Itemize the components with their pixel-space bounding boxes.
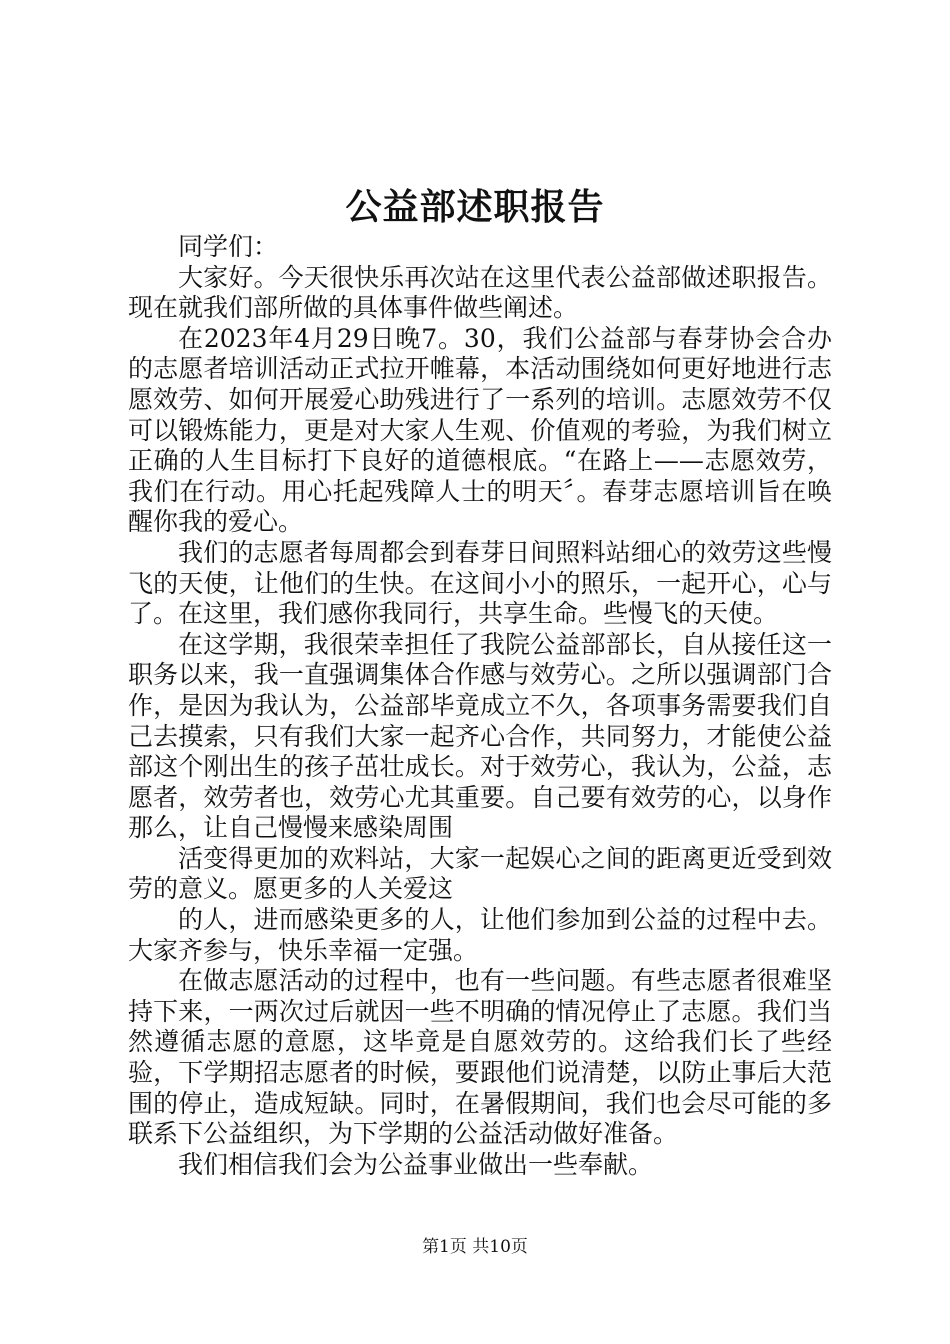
paragraph-closing: 我们相信我们会为公益事业做出一些奉献。 — [178, 1149, 654, 1179]
page-number-footer: 第1页 共10页 — [422, 1237, 528, 1257]
paragraph-greeting: 大家好。今天很快乐再次站在这里代表公益部做述职报告。现在就我们部所做的具体事件做些阐述。 — [128, 262, 832, 323]
paragraph-problems: 在做志愿活动的过程中，也有一些问题。有些志愿者很难坚持下来，一两次过后就因一些不明确的情况停止了志愿。我们当然遵循志愿的意愿，这毕竟是自愿效劳的。这给我们长了些经验，下学期招志愿者的时候，要跟他们说清楚，以防止事后大范围的停止，造成短缺。同时，在暑假期间，我们也会尽可能的多联系下公益组织，为下学期的公益活动做好准备。 — [128, 966, 832, 1149]
paragraph-salutation: 同学们： — [178, 232, 279, 261]
paragraph-training-event: 在2023年4月29日晚7。30，我们公益部与春芽协会合办的志愿者培训活动正式拉开帷幕，本活动围绕如何更好地进行志愿效劳、如何开展爱心助残进行了一系列的培训。志愿效劳不仅可以锻炼能力，更是对大家人生观、价值观的考验，为我们树立正确的人生目标打下良好的道德根底。“在路上——志愿效劳，我们在行动。用心托起残障人士的明天〞。春芽志愿培训旨在唤醒你我的爱心。 — [128, 323, 832, 537]
paragraph-volunteer-weekly: 我们的志愿者每周都会到春芽日间照料站细心的效劳这些慢飞的天使，让他们的生快。在这间小小的照乐，一起开心，心与了。在这里，我们感你我同行，共享生命。些慢飞的天使。 — [128, 537, 832, 629]
paragraph-department-head: 在这学期，我很荣幸担任了我院公益部部长，自从接任这一职务以来，我一直强调集体合作感与效劳心。之所以强调部门合作，是因为我认为，公益部毕竟成立不久，各项事务需要我们自己去摸索，只有我们大家一起齐心合作，共同努力，才能使公益部这个刚出生的孩子茁壮成长。对于效劳心，我认为，公益，志愿者，效劳者也，效劳心尤其重要。自己要有效劳的心，以身作那么，让自己慢慢来感染周围 — [128, 629, 832, 843]
paragraph-fragment-1: 活变得更加的欢料站，大家一起娱心之间的距离更近受到效劳的意义。愿更多的人关爱这 — [128, 843, 832, 904]
paragraph-fragment-2: 的人，进而感染更多的人，让他们参加到公益的过程中去。大家齐参与，快乐幸福一定强。 — [128, 905, 832, 965]
document-title: 公益部述职报告 — [345, 186, 605, 228]
document-body — [128, 232, 832, 1180]
